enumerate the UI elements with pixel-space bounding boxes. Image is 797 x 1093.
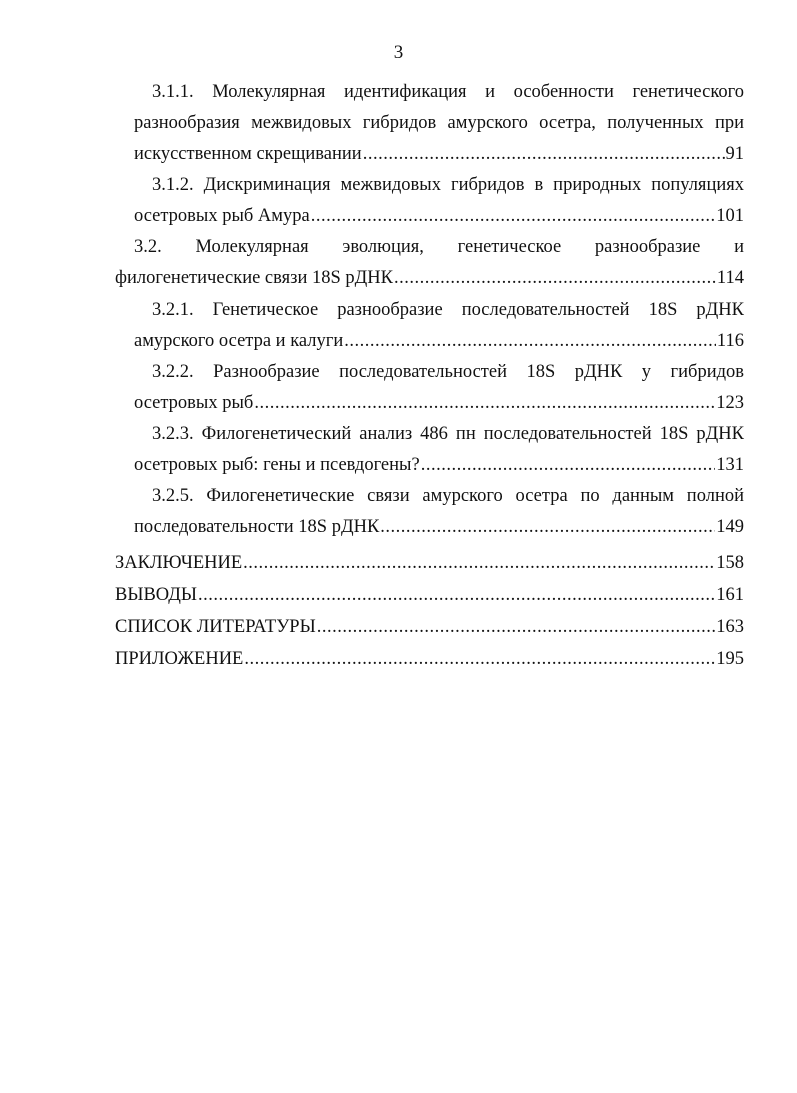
toc-page-number: 91 — [725, 144, 744, 164]
toc-entry-leader-line — [115, 644, 744, 675]
toc-entry-title-end: искусственном скрещивании — [134, 144, 362, 164]
toc-entry-title-line: разнообразия межвидовых гибридов амурского осетра, полученных при — [134, 113, 744, 133]
toc-entry-title: ВЫВОДЫ — [115, 585, 198, 605]
toc-entry-title: ПРИЛОЖЕНИЕ — [115, 649, 244, 669]
dot-leader — [244, 644, 715, 675]
toc-entry-title-line: 3.2.3. Филогенетический анализ 486 пн последовательностей 18S рДНК — [152, 424, 744, 444]
toc-page-number: 114 — [716, 268, 744, 288]
toc-page-number: 158 — [716, 553, 744, 573]
toc-entry-leader-line — [134, 512, 744, 543]
toc-entry-title: СПИСОК ЛИТЕРАТУРЫ — [115, 617, 316, 637]
page-number: 3 — [393, 42, 404, 63]
toc-entry-title-line: 3.1.1. Молекулярная идентификация и особенности генетического — [152, 82, 744, 102]
dot-leader — [311, 201, 716, 232]
toc-entry-leader-line — [115, 263, 744, 294]
toc-entry-title-end: осетровых рыб Амура — [134, 206, 310, 226]
dot-leader — [243, 548, 715, 579]
toc-page-number: 116 — [716, 331, 744, 351]
toc-entry-title: ЗАКЛЮЧЕНИЕ — [115, 553, 243, 573]
toc-entry-title-line: 3.2.5. Филогенетические связи амурского осетра по данным полной — [152, 486, 744, 506]
dot-leader — [317, 612, 716, 643]
toc-entry-leader-line — [115, 580, 744, 611]
dot-leader — [198, 580, 715, 611]
toc-entry-title-end: амурского осетра и калуги — [134, 331, 344, 351]
toc-entry-title-line: 3.2.1. Генетическое разнообразие последовательностей 18S рДНК — [152, 300, 744, 320]
dot-leader — [344, 326, 716, 357]
toc-page-number: 149 — [716, 517, 744, 537]
dot-leader — [394, 263, 716, 294]
toc-entry-leader-line — [134, 388, 744, 419]
toc-entry-leader-line — [134, 201, 744, 232]
toc-entry-title-line: 3.2. Молекулярная эволюция, генетическое разнообразие и — [134, 237, 744, 257]
toc-page-number: 123 — [716, 393, 744, 413]
toc-page-number: 101 — [716, 206, 744, 226]
toc-page-number: 163 — [716, 617, 744, 637]
dot-leader — [421, 450, 716, 481]
toc-entry-title-end: последовательности 18S рДНК — [134, 517, 380, 537]
toc-entry-title-line: 3.2.2. Разнообразие последовательностей 18S рДНК у гибридов — [152, 362, 744, 382]
dot-leader — [363, 139, 725, 170]
toc-entry-title-end: филогенетические связи 18S рДНК — [115, 268, 393, 288]
toc-entry-leader-line — [134, 450, 744, 481]
toc-entry-leader-line — [115, 612, 744, 643]
toc-entry-leader-line — [115, 548, 744, 579]
toc-entry-title-end: осетровых рыб — [134, 393, 254, 413]
dot-leader — [254, 388, 715, 419]
toc-entry-leader-line — [134, 326, 744, 357]
dot-leader — [380, 512, 715, 543]
toc-page-number: 161 — [716, 585, 744, 605]
toc-page-number: 195 — [716, 649, 744, 669]
toc-entry-title-line: 3.1.2. Дискриминация межвидовых гибридов в природных популяциях — [152, 175, 744, 195]
toc-entry-title-end: осетровых рыб: гены и псевдогены? — [134, 455, 420, 475]
toc-entry-leader-line — [134, 139, 744, 170]
toc-page-number: 131 — [716, 455, 744, 475]
